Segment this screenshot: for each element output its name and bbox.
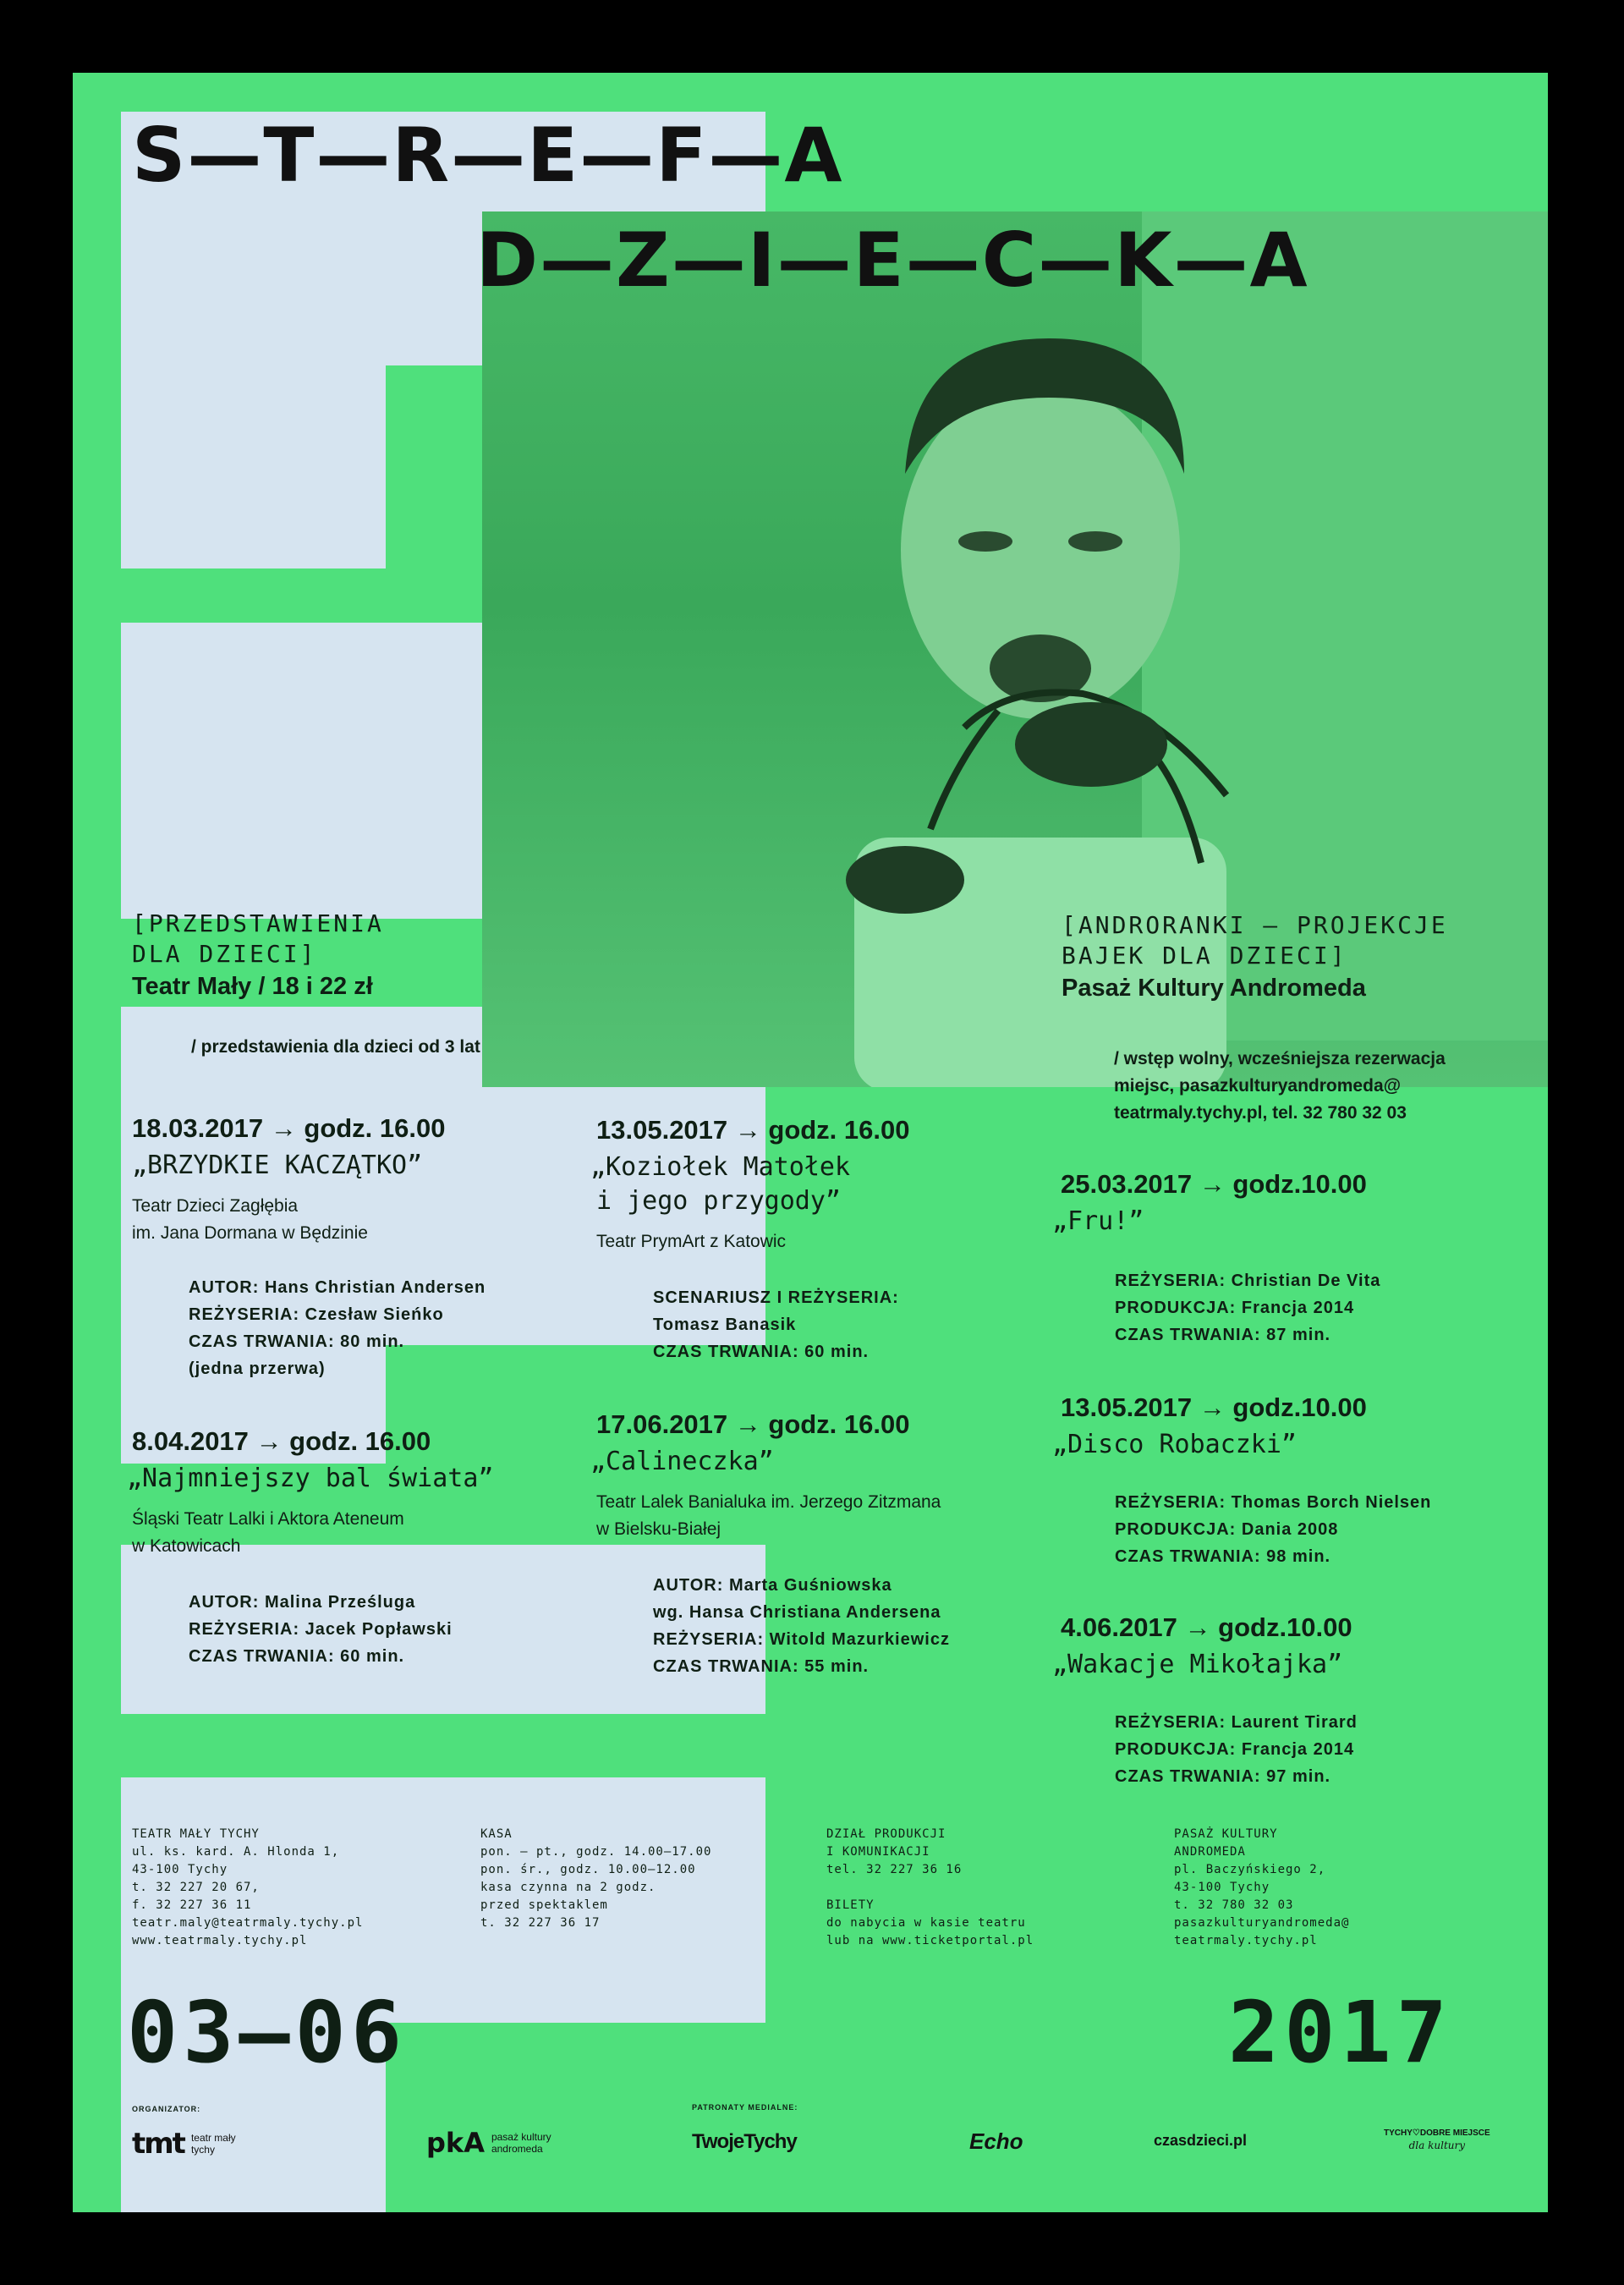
show-credit: SCENARIUSZ I REŻYSERIA:: [653, 1288, 899, 1307]
cinema-note: miejsc, pasazkulturyandromeda@: [1114, 1076, 1402, 1096]
film-title: „Fru!”: [1052, 1206, 1144, 1236]
film-credit: PRODUKCJA: Francja 2014: [1115, 1740, 1355, 1759]
film-credit: REŻYSERIA: Christian De Vita: [1115, 1272, 1381, 1290]
film-credit: PRODUKCJA: Dania 2008: [1115, 1520, 1339, 1539]
theatre-section-label: DLA DZIECI]: [132, 940, 317, 968]
show-credit: Tomasz Banasik: [653, 1316, 797, 1334]
title-line-2: D—Z—I—E—C—K—A: [476, 217, 1309, 304]
show-title: „BRZYDKIE KACZĄTKO”: [132, 1151, 423, 1180]
show-credit: CZAS TRWANIA: 80 min.: [189, 1332, 405, 1351]
show-title: „Najmniejszy bal świata”: [127, 1464, 494, 1493]
show-credit: AUTOR: Malina Prześluga: [189, 1593, 416, 1612]
film-credit: CZAS TRWANIA: 97 min.: [1115, 1767, 1331, 1786]
cinema-section-label: BAJEK DLA DZIECI]: [1062, 942, 1347, 969]
show-credit: CZAS TRWANIA: 60 min.: [189, 1647, 405, 1666]
show-credit: REŻYSERIA: Witold Mazurkiewicz: [653, 1630, 950, 1649]
footer-andromeda-info: PASAŻ KULTURY ANDROMEDA pl. Baczyńskiego 2, 43-100 Tychy t. 32 780 32 03 pasazkulturyandromeda@ teatrmaly.tychy.pl: [1174, 1827, 1350, 1947]
film-date: 4.06.2017 → godz.10.00: [1061, 1612, 1352, 1642]
show-credit: AUTOR: Marta Guśniowska: [653, 1576, 892, 1595]
season-months: 03—06: [127, 1983, 408, 2082]
film-credit: REŻYSERIA: Thomas Borch Nielsen: [1115, 1493, 1432, 1512]
show-company: im. Jana Dormana w Będzinie: [132, 1223, 368, 1243]
andromeda-logo: pkA pasaż kultury andromeda: [426, 2127, 551, 2159]
film-date: 25.03.2017 → godz.10.00: [1061, 1169, 1367, 1199]
show-company: w Bielsku-Białej: [596, 1519, 721, 1539]
poster: [73, 73, 1548, 2212]
film-credit: CZAS TRWANIA: 98 min.: [1115, 1547, 1331, 1566]
title-line-1: S—T—R—E—F—A: [132, 112, 844, 199]
cinema-note: / wstęp wolny, wcześniejsza rezerwacja: [1114, 1049, 1446, 1068]
show-date: 8.04.2017 → godz. 16.00: [132, 1426, 431, 1456]
film-title: „Wakacje Mikołajka”: [1052, 1650, 1343, 1679]
show-credit: CZAS TRWANIA: 60 min.: [653, 1343, 870, 1361]
show-title: „Calineczka”: [590, 1447, 774, 1476]
show-company: Teatr Lalek Banialuka im. Jerzego Zitzmana: [596, 1492, 941, 1512]
show-credit: (jedna przerwa): [189, 1359, 326, 1378]
teatr-maly-logo: tmt teatr mały tychy: [132, 2127, 236, 2161]
footer-theatre-info: TEATR MAŁY TYCHY ul. ks. kard. A. Hlonda 1, 43-100 Tychy t. 32 227 20 67, f. 32 227 36 11 teatr.maly@teatrmaly.tychy.pl www.teatrmaly.tychy.pl: [132, 1827, 364, 1947]
show-credit: REŻYSERIA: Czesław Sieńko: [189, 1305, 444, 1324]
theatre-venue: Teatr Mały / 18 i 22 zł: [132, 973, 373, 1000]
show-date: 17.06.2017 → godz. 16.00: [596, 1409, 910, 1439]
show-credit: REŻYSERIA: Jacek Popławski: [189, 1620, 453, 1639]
film-credit: CZAS TRWANIA: 87 min.: [1115, 1326, 1331, 1344]
organizer-label: ORGANIZATOR:: [132, 2105, 201, 2113]
show-title: „Koziołek Matołek: [590, 1152, 851, 1182]
show-company: Teatr PrymArt z Katowic: [596, 1232, 787, 1251]
show-company: w Katowicach: [132, 1536, 241, 1556]
film-date: 13.05.2017 → godz.10.00: [1061, 1392, 1367, 1422]
season-year: 2017: [1228, 1983, 1452, 2082]
show-date: 18.03.2017 → godz. 16.00: [132, 1113, 446, 1143]
cinema-section-label: [ANDRORANKI — PROJEKCJE: [1062, 911, 1448, 939]
media-patrons-label: PATRONATY MEDIALNE:: [692, 2103, 798, 2112]
footer-box-office-info: KASA pon. — pt., godz. 14.00—17.00 pon. śr., godz. 10.00—12.00 kasa czynna na 2 godz. przed spektaklem t. 32 227 36 17: [480, 1827, 712, 1930]
twoje-tychy-logo: TwojeTychy: [692, 2130, 797, 2153]
cinema-venue: Pasaż Kultury Andromeda: [1062, 975, 1366, 1002]
footer-production-info: DZIAŁ PRODUKCJI I KOMUNIKACJI tel. 32 227 36 16 BILETY do nabycia w kasie teatru lub na www.ticketportal.pl: [826, 1827, 1034, 1947]
show-company: Teatr Dzieci Zagłębia: [132, 1196, 299, 1216]
cinema-note: teatrmaly.tychy.pl, tel. 32 780 32 03: [1114, 1103, 1407, 1123]
show-date: 13.05.2017 → godz. 16.00: [596, 1115, 910, 1145]
show-credit: CZAS TRWANIA: 55 min.: [653, 1657, 870, 1676]
hero-photo: [482, 211, 1548, 1087]
czas-dzieci-logo: czasdzieci.pl: [1154, 2132, 1248, 2149]
show-credit: wg. Hansa Christiana Andersena: [653, 1603, 941, 1622]
show-company: Śląski Teatr Lalki i Aktora Ateneum: [132, 1509, 404, 1529]
show-credit: AUTOR: Hans Christian Andersen: [189, 1278, 486, 1297]
film-credit: REŻYSERIA: Laurent Tirard: [1115, 1713, 1358, 1732]
theatre-age-note: / przedstawienia dla dzieci od 3 lat: [191, 1037, 480, 1057]
show-title: i jego przygody”: [596, 1186, 841, 1216]
echo-logo: Echo: [969, 2128, 1023, 2154]
film-title: „Disco Robaczki”: [1052, 1430, 1297, 1459]
film-credit: PRODUKCJA: Francja 2014: [1115, 1299, 1355, 1317]
pale-block: [121, 365, 386, 569]
tychy-dobre-miejsce-logo: TYCHY♡DOBRE MIEJSCE dla kultury: [1384, 2128, 1490, 2151]
theatre-section-label: [PRZEDSTAWIENIA: [132, 909, 384, 937]
